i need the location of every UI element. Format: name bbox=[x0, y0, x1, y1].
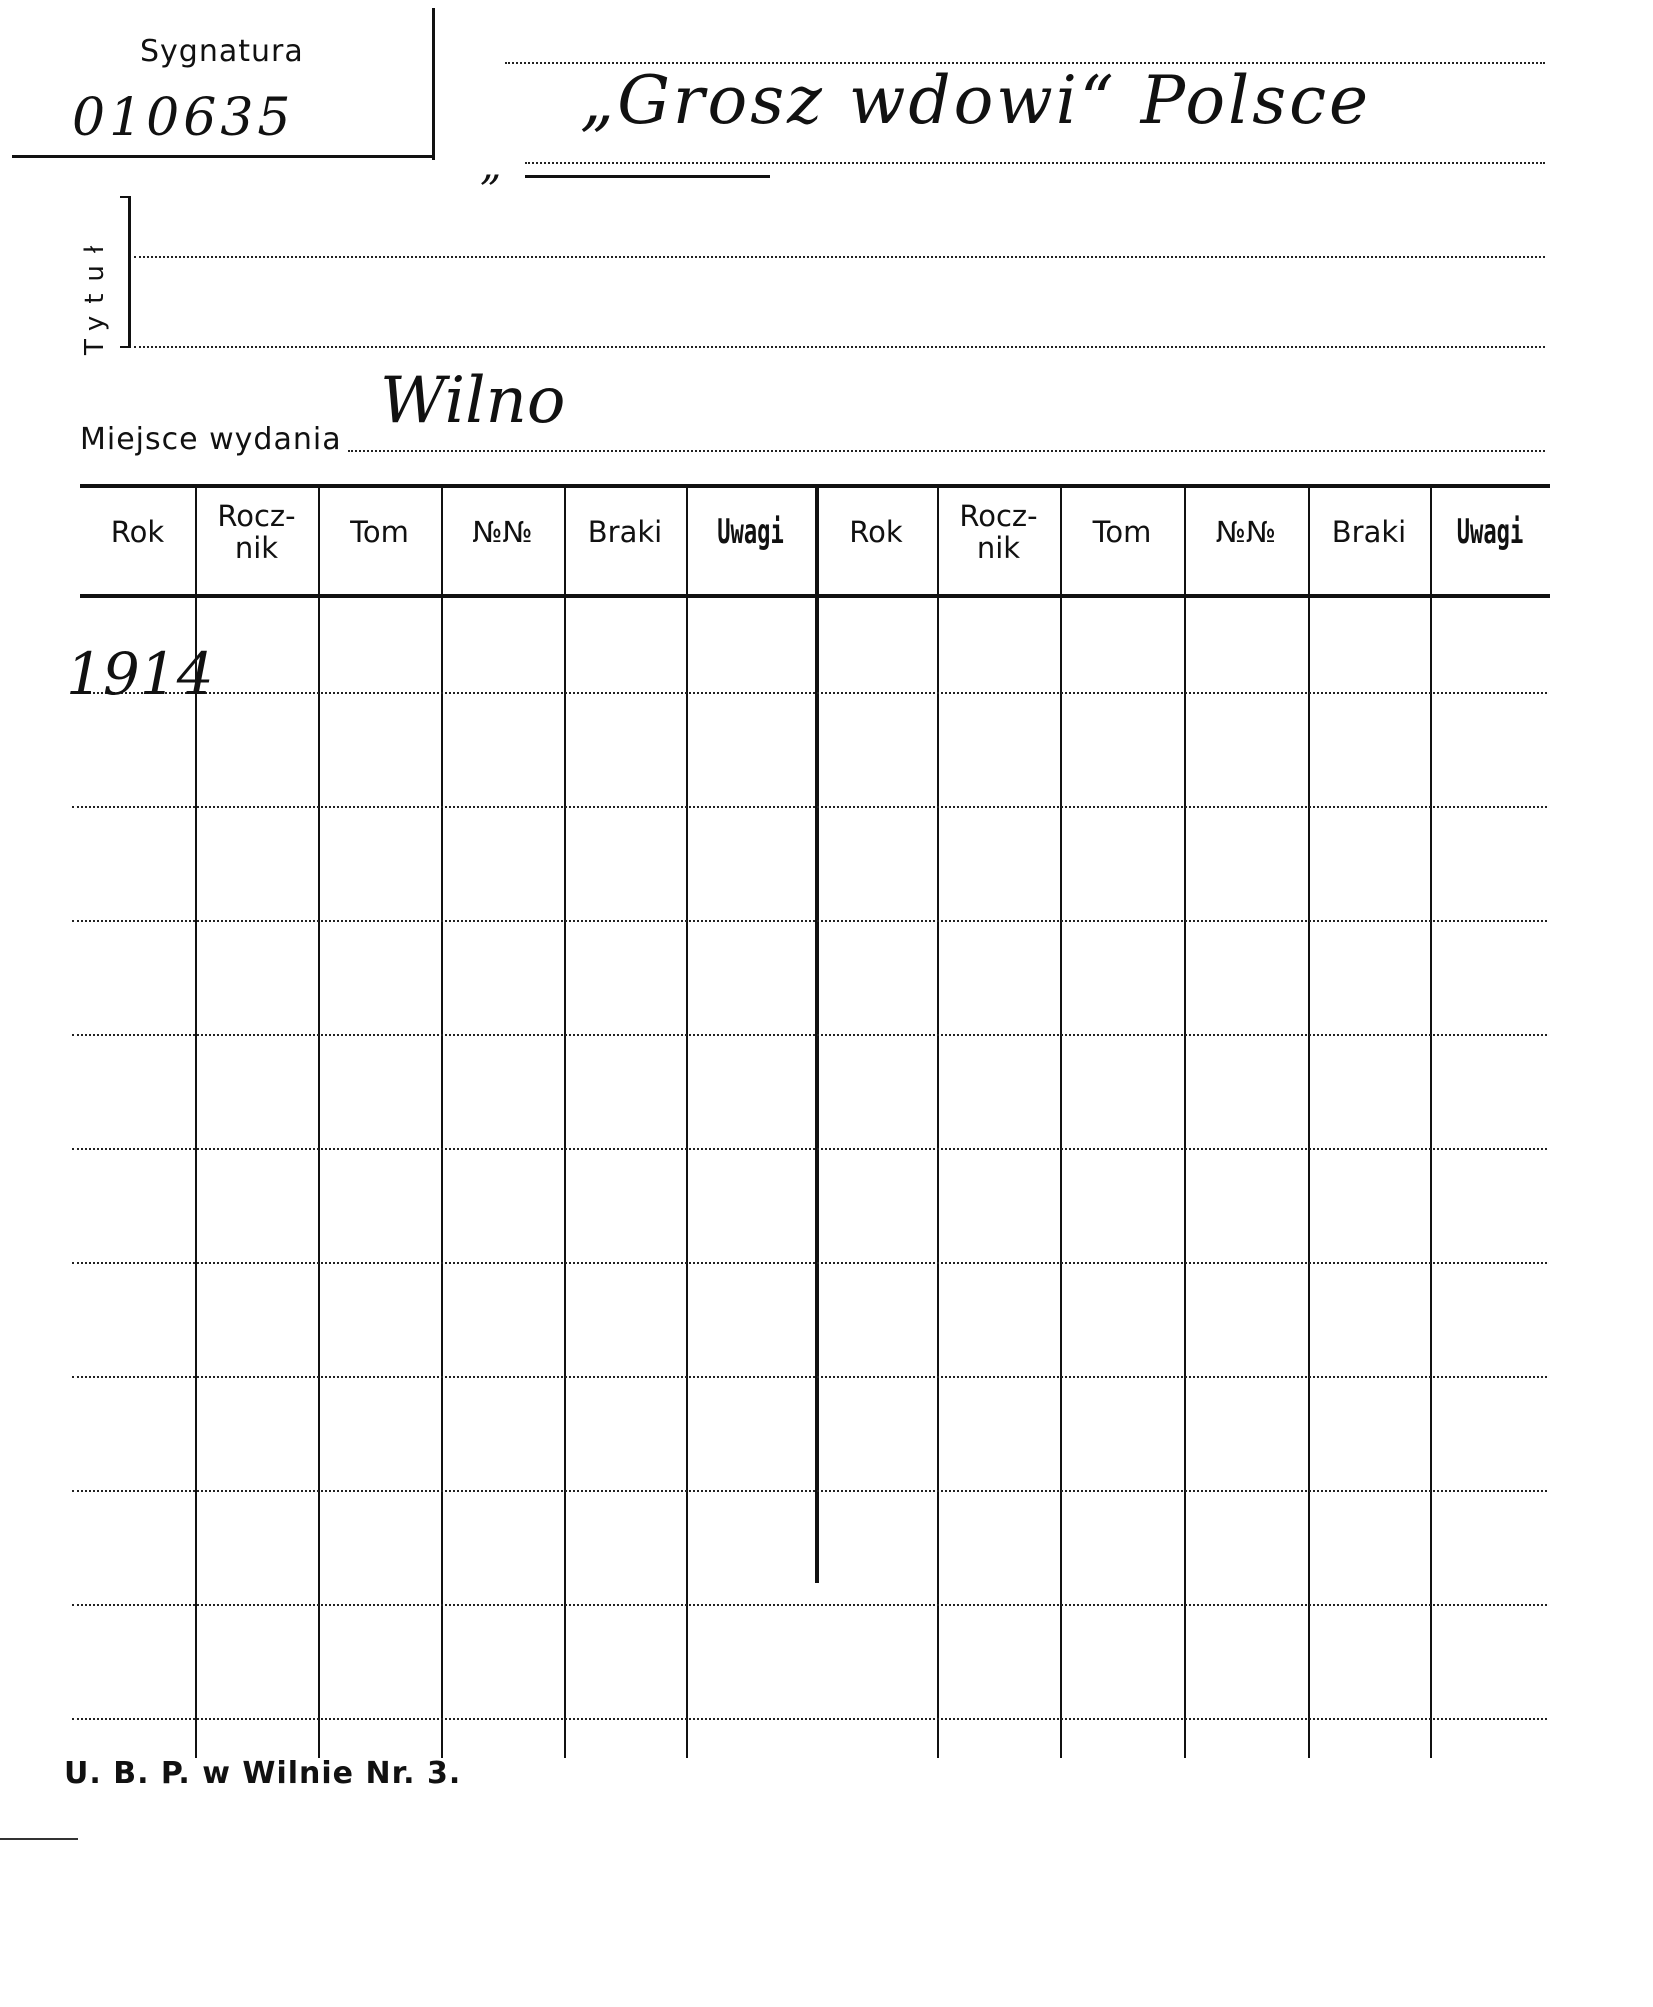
table-column-rule bbox=[1430, 488, 1432, 1758]
table-column-rule bbox=[564, 488, 566, 1758]
column-header bbox=[80, 516, 195, 548]
title-line-1 bbox=[525, 162, 1545, 164]
signature-box bbox=[0, 0, 436, 160]
column-header-line: Braki bbox=[1331, 515, 1407, 549]
column-header-line: Tom bbox=[350, 515, 409, 549]
year-cell: 1914 bbox=[66, 640, 214, 708]
column-header-line: Uwagi bbox=[717, 512, 784, 552]
column-header-line: Braki bbox=[587, 515, 663, 549]
column-header bbox=[564, 516, 686, 548]
title-label: Tytuł bbox=[80, 233, 110, 355]
signature-box-right-border bbox=[432, 8, 435, 160]
column-header bbox=[709, 512, 793, 552]
column-header bbox=[1451, 512, 1529, 552]
title-handwritten: „Grosz wdowi“ Polsce bbox=[580, 62, 1372, 139]
column-header-line: Rok bbox=[849, 515, 903, 549]
table-row bbox=[72, 1490, 1547, 1492]
column-header bbox=[1184, 516, 1308, 548]
column-header bbox=[815, 516, 937, 548]
column-header-line: №№ bbox=[1215, 515, 1277, 549]
table-column-rule bbox=[686, 488, 688, 1758]
table-row bbox=[72, 1718, 1547, 1720]
column-header bbox=[1308, 516, 1430, 548]
column-header-line: Tom bbox=[1092, 515, 1152, 549]
column-header bbox=[441, 516, 564, 548]
place-label: Miejsce wydania bbox=[80, 422, 342, 457]
column-header bbox=[318, 516, 441, 548]
title-quote-open: „ bbox=[480, 140, 502, 189]
column-header bbox=[195, 500, 318, 564]
table-column-rule bbox=[441, 488, 443, 1758]
column-header bbox=[937, 500, 1060, 564]
printer-footer: U. B. P. w Wilnie Nr. 3. bbox=[64, 1756, 462, 1791]
table-row bbox=[72, 1376, 1547, 1378]
table-column-rule bbox=[318, 488, 320, 1758]
signature-box-bottom-border bbox=[12, 155, 435, 158]
edge-mark bbox=[0, 1838, 78, 1840]
title-line-2 bbox=[134, 256, 1545, 258]
table-row bbox=[72, 1148, 1547, 1150]
place-value: Wilno bbox=[380, 364, 566, 438]
table-row bbox=[72, 1262, 1547, 1264]
title-bracket bbox=[120, 196, 131, 348]
table-row bbox=[72, 806, 1547, 808]
column-header-line: nik bbox=[976, 531, 1021, 565]
table-row bbox=[72, 1604, 1547, 1606]
column-header-line: Rok bbox=[110, 515, 165, 549]
table-row bbox=[72, 1034, 1547, 1036]
place-line bbox=[348, 450, 1545, 452]
column-header-line: №№ bbox=[472, 515, 533, 549]
title-line-3 bbox=[134, 346, 1545, 348]
column-header-line: nik bbox=[234, 531, 279, 565]
table-column-rule bbox=[1308, 488, 1310, 1758]
table-row bbox=[72, 920, 1547, 922]
column-header bbox=[1060, 516, 1184, 548]
signature-value: 010635 bbox=[72, 88, 295, 148]
title-underline bbox=[525, 175, 770, 178]
table-column-rule bbox=[1060, 488, 1062, 1758]
signature-label: Sygnatura bbox=[140, 34, 304, 69]
table-column-rule bbox=[937, 488, 939, 1758]
table-row bbox=[72, 692, 1547, 694]
column-header-line: Uwagi bbox=[1456, 512, 1524, 552]
column-header-line: Rocz- bbox=[217, 499, 296, 533]
holdings-table bbox=[80, 484, 1550, 1764]
table-column-rule bbox=[1184, 488, 1186, 1758]
column-header-line: Rocz- bbox=[959, 499, 1038, 533]
